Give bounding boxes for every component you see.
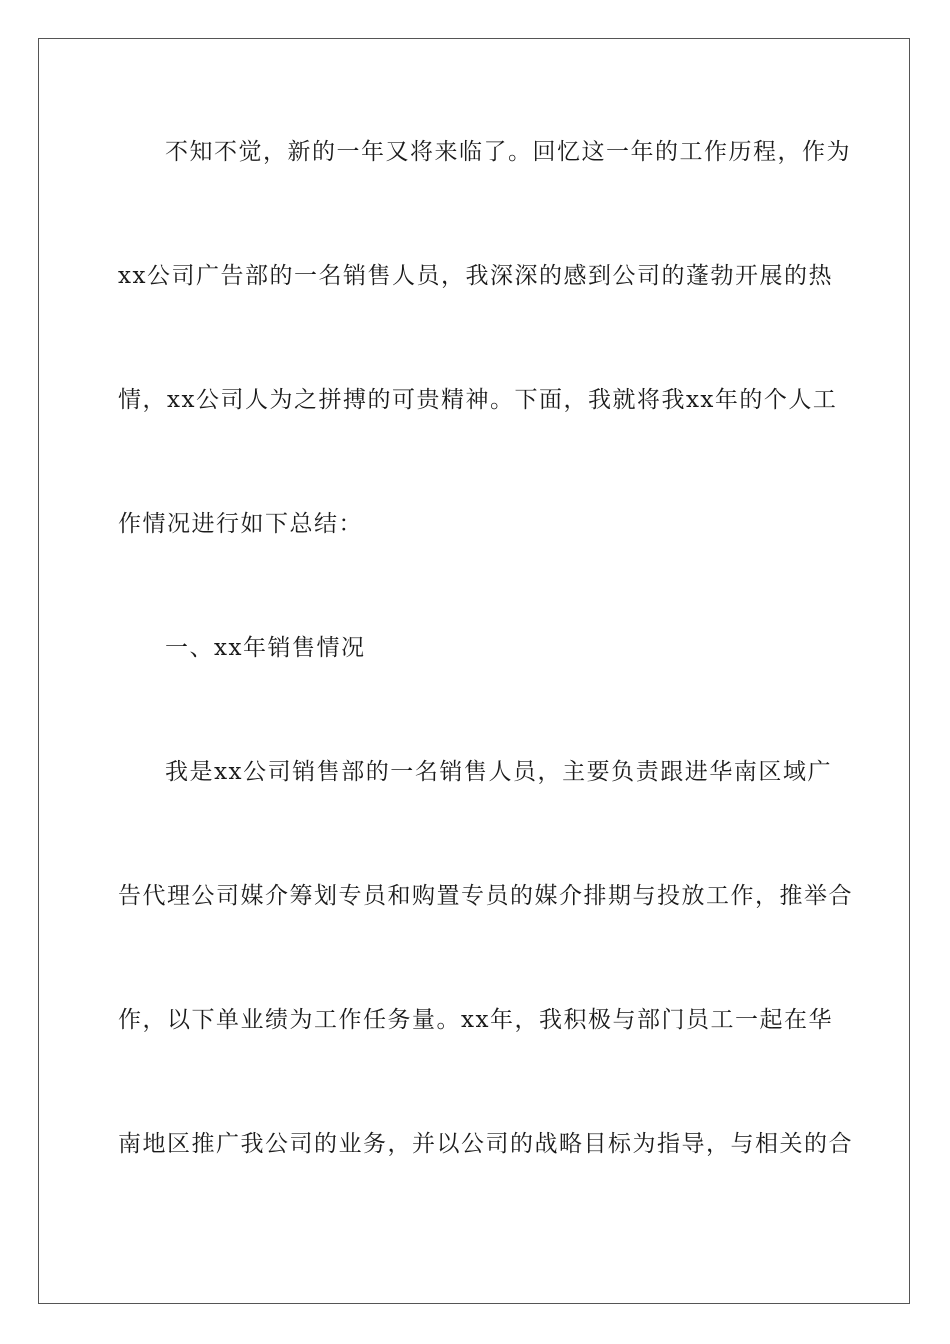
paragraph-1-line-1: 不知不觉，新的一年又将来临了。回忆这一年的工作历程，作为 <box>165 139 851 165</box>
paragraph-1-line-4: 作情况进行如下总结： <box>118 511 363 537</box>
paragraph-2-line-1: 我是xx公司销售部的一名销售人员，主要负责跟进华南区域广 <box>165 759 832 785</box>
paragraph-2-line-2: 告代理公司媒介筹划专员和购置专员的媒介排期与投放工作，推举合 <box>118 883 853 909</box>
paragraph-1-line-2: xx公司广告部的一名销售人员，我深深的感到公司的蓬勃开展的热 <box>118 263 833 289</box>
paragraph-1-line-3: 情，xx公司人为之拼搏的可贵精神。下面，我就将我xx年的个人工 <box>118 387 838 413</box>
paragraph-2-line-4: 南地区推广我公司的业务，并以公司的战略目标为指导，与相关的合 <box>118 1131 853 1157</box>
paragraph-2-line-3: 作，以下单业绩为工作任务量。xx年，我积极与部门员工一起在华 <box>118 1007 833 1033</box>
page-border <box>38 38 910 1304</box>
section-heading: 一、xx年销售情况 <box>165 635 366 661</box>
